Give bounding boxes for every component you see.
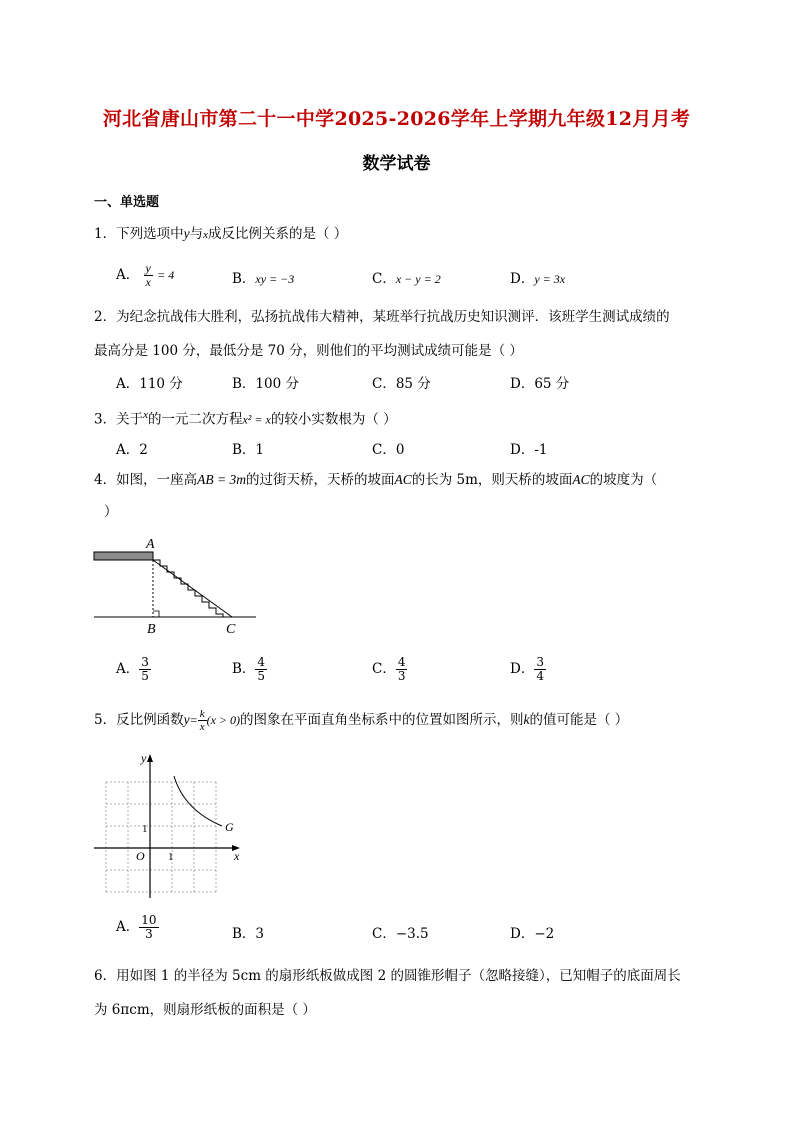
q2-option-a[interactable]: A．110 分: [116, 376, 183, 392]
q2-option-d[interactable]: D．65 分: [510, 376, 570, 392]
fraction: [139, 656, 151, 683]
q1-var-x: x: [203, 229, 208, 241]
q4-text-a: 4．如图，一座高: [94, 472, 198, 488]
q5-text-pre: 5．反比例函数: [94, 712, 184, 728]
q5-var-y: y: [183, 712, 190, 727]
point-a-label: A: [146, 537, 155, 552]
numerator: y: [145, 261, 151, 275]
q4-text-c: 的长为 5m，则天桥的坡面: [411, 472, 573, 488]
q1-option-c[interactable]: [372, 267, 441, 287]
q3-text-pre: 3．关于: [94, 411, 144, 428]
question-1-stem: [94, 224, 347, 245]
option-math: = 4: [157, 268, 175, 282]
numerator: 3: [141, 655, 149, 669]
q5-condition: (x > 0): [206, 713, 241, 727]
grid: [106, 782, 216, 892]
q1-text-pre: 1．下列选项中: [94, 226, 184, 242]
q2-line-2: 最高分是 100 分，最低分是 70 分，则他们的平均测试成绩可能是（ ）: [94, 343, 523, 359]
option-math: x − y = 2: [395, 272, 441, 286]
option-label: C．: [372, 661, 396, 677]
q3-option-c[interactable]: C．0: [372, 442, 405, 458]
y-axis-arrow: [147, 754, 153, 762]
q1-option-b[interactable]: [232, 267, 294, 287]
q5-text-post1: 的图象在平面直角坐标系中的位置如图所示，则: [240, 712, 524, 728]
q3-equation: x² = x: [242, 412, 271, 427]
q5-option-d[interactable]: D．−2: [510, 926, 555, 942]
option-math: xy = −3: [255, 272, 295, 286]
q4-var-ac: AC: [394, 472, 412, 487]
q5-var-k: k: [523, 712, 530, 727]
q2-option-c[interactable]: C．85 分: [372, 376, 431, 392]
bridge-figure: [90, 532, 260, 642]
q4-equation: AB = 3m: [197, 472, 246, 487]
option-label: D．: [510, 661, 535, 677]
q2-option-b[interactable]: B．100 分: [232, 376, 299, 392]
q3-option-b[interactable]: B．1: [232, 442, 265, 458]
x-axis-label: x: [234, 849, 240, 863]
hyperbola-curve: [174, 776, 222, 826]
fraction: [139, 914, 158, 941]
q1-option-d[interactable]: [510, 267, 565, 287]
document-subtitle: 数学试卷: [362, 154, 431, 174]
numerator: 3: [536, 655, 544, 669]
numerator: 4: [257, 655, 266, 669]
q5-text-post2: 的值可能是（ ）: [529, 712, 629, 728]
denominator: 3: [397, 669, 406, 683]
denominator: x: [199, 721, 205, 733]
fraction: [255, 656, 267, 683]
denominator: 5: [141, 669, 149, 683]
document-title: 河北省唐山市第二十一中学2025-2026学年上学期九年级12月月考: [102, 108, 691, 130]
q3-text-mid: 的一元二次方程: [147, 411, 243, 428]
denominator: 3: [145, 927, 153, 941]
q3-text-post: 的较小实数根为（ ）: [270, 411, 397, 428]
option-label: D．: [510, 271, 535, 287]
x-tick-1-label: 1: [168, 851, 174, 863]
q1-option-a[interactable]: [116, 262, 174, 289]
q4-option-d[interactable]: [510, 656, 546, 683]
q2-line-1: 2．为纪念抗战伟大胜利，弘扬抗战伟大精神，某班举行抗战历史知识测评．该班学生测试成绩的: [94, 309, 670, 325]
option-label: B．: [232, 271, 256, 287]
q3-var-x: x: [143, 409, 148, 421]
q1-var-y: y: [183, 226, 190, 241]
q4-option-a[interactable]: [116, 656, 151, 683]
q4-var-ac: AC: [572, 472, 590, 487]
q1-text-post: 成反比例关系的是（ ）: [207, 226, 348, 242]
numerator: 10: [141, 913, 157, 927]
question-6-stem: [94, 959, 692, 1027]
q1-text-mid: 与: [189, 226, 204, 242]
origin-label: O: [136, 849, 145, 863]
q6-line-2: 为 6πcm，则扇形纸板的面积是（ ）: [94, 1002, 316, 1018]
section-heading: 一、单选题: [94, 195, 160, 210]
denominator: 4: [536, 669, 544, 683]
y-tick-1-label: 1: [142, 823, 148, 835]
q3-option-d[interactable]: D．-1: [510, 442, 548, 458]
curve-g-label: G: [225, 820, 234, 834]
option-label: A．: [116, 661, 140, 677]
question-3-stem: [94, 405, 397, 430]
option-label: A．: [116, 267, 140, 283]
right-angle-mark: [153, 611, 159, 617]
q4-line-2: ）: [104, 504, 118, 520]
question-2-stem: [94, 300, 692, 368]
fraction: [534, 656, 546, 683]
q4-text-d: 的坡度为（: [589, 472, 658, 488]
stairs: [153, 552, 232, 617]
point-c-label: C: [226, 622, 236, 637]
slope-line: [153, 560, 232, 617]
q4-option-c[interactable]: [372, 656, 407, 683]
denominator: x: [145, 275, 151, 289]
q4-option-b[interactable]: [232, 656, 267, 683]
question-5-stem: [94, 708, 628, 733]
q5-equals: =: [189, 713, 198, 727]
q5-option-a[interactable]: [116, 914, 159, 941]
question-4-stem: [94, 470, 694, 490]
fraction: [144, 262, 153, 289]
fraction: [396, 656, 408, 683]
option-label: B．: [232, 661, 256, 677]
q5-option-c[interactable]: C．−3.5: [372, 926, 429, 942]
q5-option-b[interactable]: B．3: [232, 926, 265, 942]
q3-option-a[interactable]: A．2: [116, 442, 148, 458]
numerator: 4: [397, 655, 406, 669]
denominator: 5: [257, 669, 266, 683]
point-b-label: B: [147, 622, 156, 637]
coordinate-figure: [88, 748, 258, 900]
option-label: C．: [372, 271, 396, 287]
q4-text-b: 的过街天桥，天桥的坡面: [245, 472, 395, 488]
fraction: [198, 708, 207, 733]
numerator: k: [199, 708, 205, 720]
q6-line-1: 6．用如图 1 的半径为 5cm 的扇形纸板做成图 2 的圆锥形帽子（忽略接缝），已知帽子的底面周长: [94, 968, 681, 984]
bridge-deck: [94, 552, 153, 560]
option-math: y = 3x: [534, 272, 566, 286]
y-axis-label: y: [141, 751, 147, 765]
option-label: A．: [116, 919, 140, 935]
